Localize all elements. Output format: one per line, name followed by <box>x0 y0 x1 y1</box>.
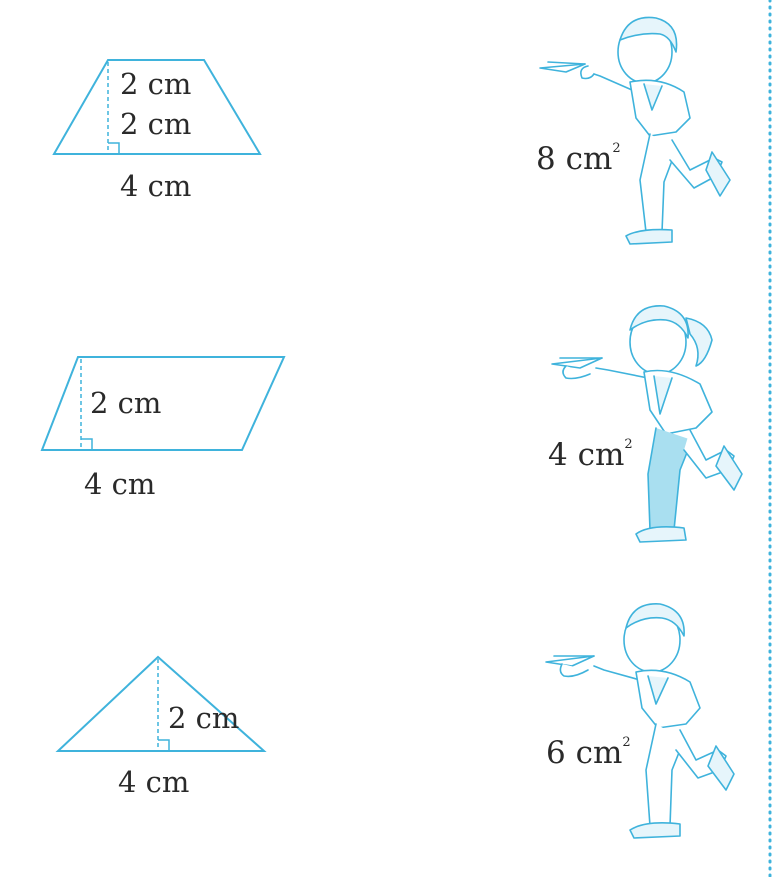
boy-throwing-plane-illustration <box>540 17 730 244</box>
trapezoid-right-angle-mark <box>108 143 119 154</box>
triangle-height-label: 2 cm <box>168 701 240 735</box>
area-exponent-1: 2 <box>612 141 621 156</box>
area-answer-3[interactable] <box>546 735 631 771</box>
parallelogram-right-angle-mark <box>81 439 92 450</box>
area-exponent-3: 2 <box>622 735 631 750</box>
trapezoid-top-base-label: 2 cm <box>120 67 192 101</box>
area-answer-2[interactable] <box>548 437 633 473</box>
parallelogram-height-label: 2 cm <box>90 386 162 420</box>
boy-throwing-plane-illustration-2 <box>546 604 734 838</box>
trapezoid-height-label: 2 cm <box>120 107 192 141</box>
parallelogram-base-label: 4 cm <box>84 467 156 501</box>
trapezoid-bottom-base-label: 4 cm <box>120 169 192 203</box>
parallelogram-figure[interactable] <box>42 357 284 450</box>
area-value-3: 6 cm <box>546 735 623 771</box>
girl-throwing-plane-illustration <box>552 306 742 542</box>
area-exponent-2: 2 <box>624 437 633 452</box>
area-value-2: 4 cm <box>548 437 625 473</box>
area-answer-1[interactable] <box>536 141 621 177</box>
triangle-base-label: 4 cm <box>118 765 190 799</box>
triangle-right-angle-mark <box>158 740 169 751</box>
area-value-1: 8 cm <box>536 141 613 177</box>
